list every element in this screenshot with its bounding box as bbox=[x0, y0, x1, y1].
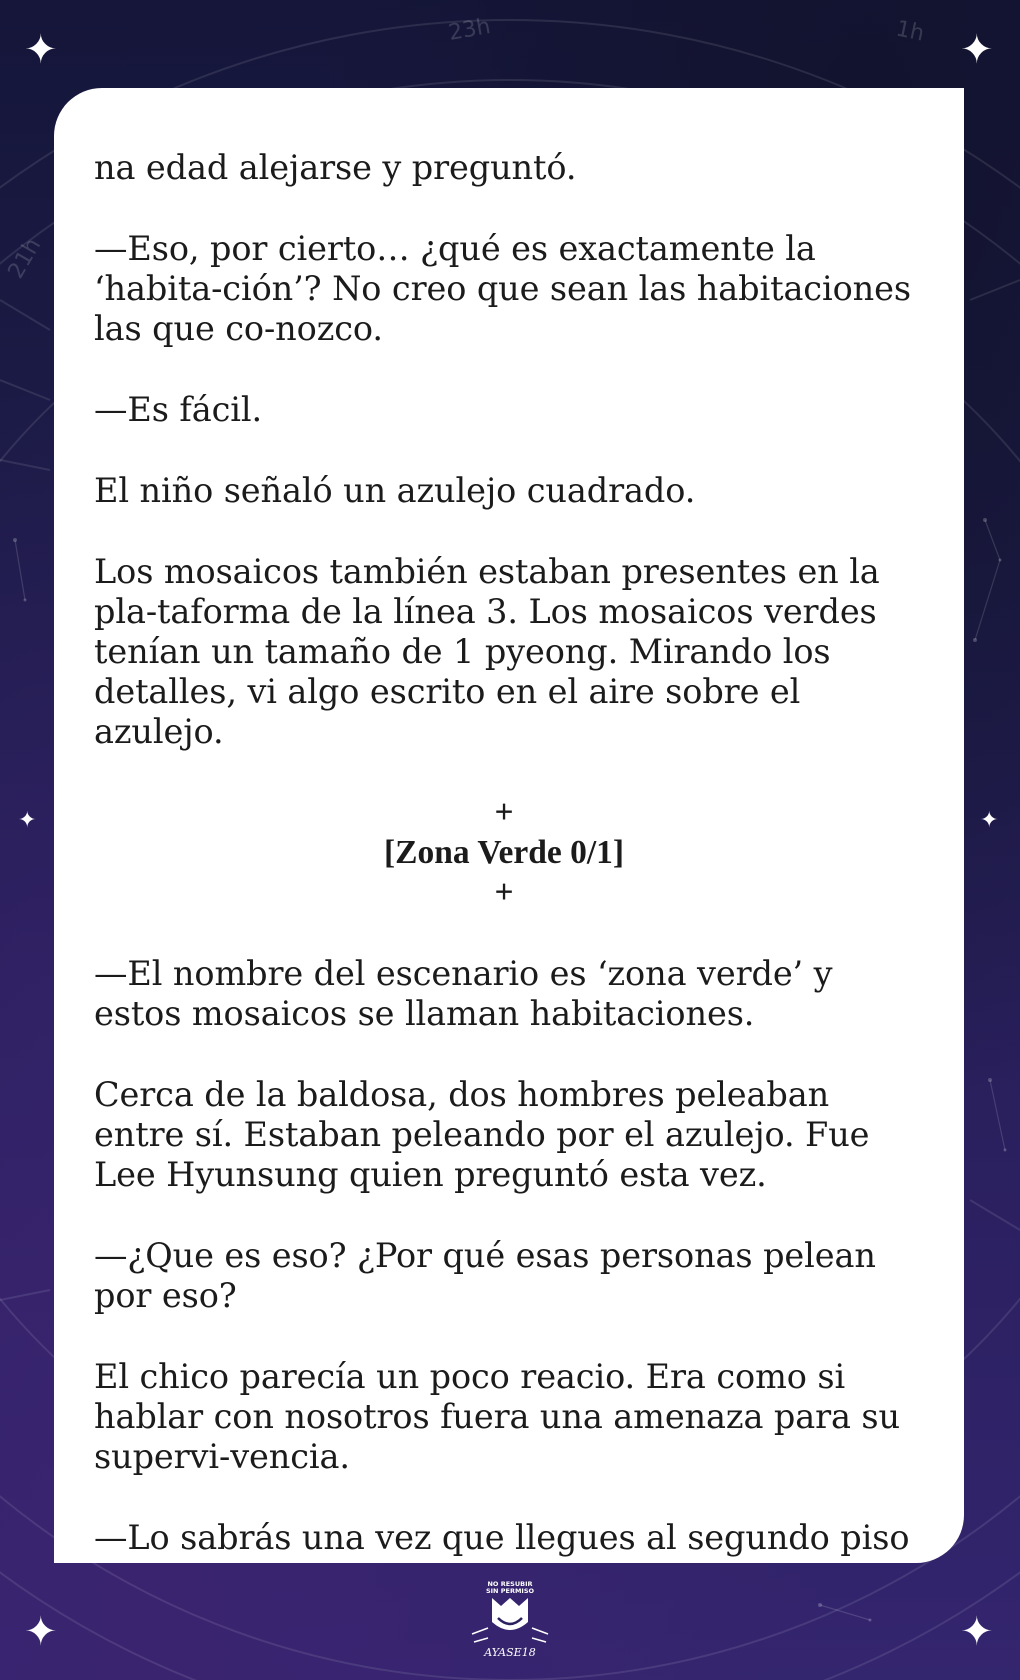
paragraph: —¿Que es eso? ¿Por qué esas personas pelean por eso? bbox=[94, 1236, 876, 1315]
sparkle-icon: ✦ bbox=[24, 27, 58, 73]
paragraph: Los mosaicos también estaban presentes en la pla-taforma de la línea 3. Los mosaicos verdes tenían un tamaño de 1 pyeong. Mirando los detalles, vi algo escrito en el aire sobre el azulejo. bbox=[94, 552, 880, 751]
paragraph: El niño señaló un azulejo cuadrado. bbox=[94, 471, 696, 510]
paragraph: —Lo sabrás una vez que llegues al segundo piso bbox=[94, 1518, 910, 1557]
system-message bbox=[94, 793, 914, 913]
paragraph: Cerca de la baldosa, dos hombres peleaban entre sí. Estaban peleando por el azulejo. Fue Lee Hyunsung quien preguntó esta vez. bbox=[94, 1075, 870, 1194]
watermark-line1: NO RESUBIR bbox=[487, 1580, 533, 1588]
paragraph: —Es fácil. bbox=[94, 390, 263, 429]
paragraph: na edad alejarse y preguntó. bbox=[94, 148, 577, 187]
system-message-bottom-marker: + bbox=[494, 874, 514, 911]
clock-label-1h: 1h bbox=[893, 16, 927, 47]
sparkle-icon: ✦ bbox=[18, 808, 37, 833]
paragraph: —El nombre del escenario es ‘zona verde’ y estos mosaicos se llaman habitaciones. bbox=[94, 954, 833, 1033]
clock-label-23h: 23h bbox=[446, 14, 493, 46]
paragraph: El chico parecía un poco reacio. Era como si hablar con nosotros fuera una amenaza para su supervi-vencia. bbox=[94, 1357, 900, 1476]
system-message-top-marker: + bbox=[494, 794, 514, 831]
watermark-logo bbox=[450, 1578, 570, 1668]
watermark-line2: SIN PERMISO bbox=[485, 1587, 535, 1595]
sparkle-icon: ✦ bbox=[24, 1609, 58, 1655]
watermark-signature: AYASE18 bbox=[484, 1646, 536, 1659]
sparkle-icon: ✦ bbox=[960, 27, 994, 73]
sparkle-icon: ✦ bbox=[980, 808, 999, 833]
text-card bbox=[54, 88, 964, 1563]
sparkle-icon: ✦ bbox=[960, 1609, 994, 1655]
paragraph: —Eso, por cierto… ¿qué es exactamente la ‘habita-ción’? No creo que sean las habitaciones las que co-nozco. bbox=[94, 229, 911, 348]
clock-label-21h: 21h bbox=[3, 234, 47, 283]
system-message-text: [Zona Verde 0/1] bbox=[383, 834, 625, 871]
